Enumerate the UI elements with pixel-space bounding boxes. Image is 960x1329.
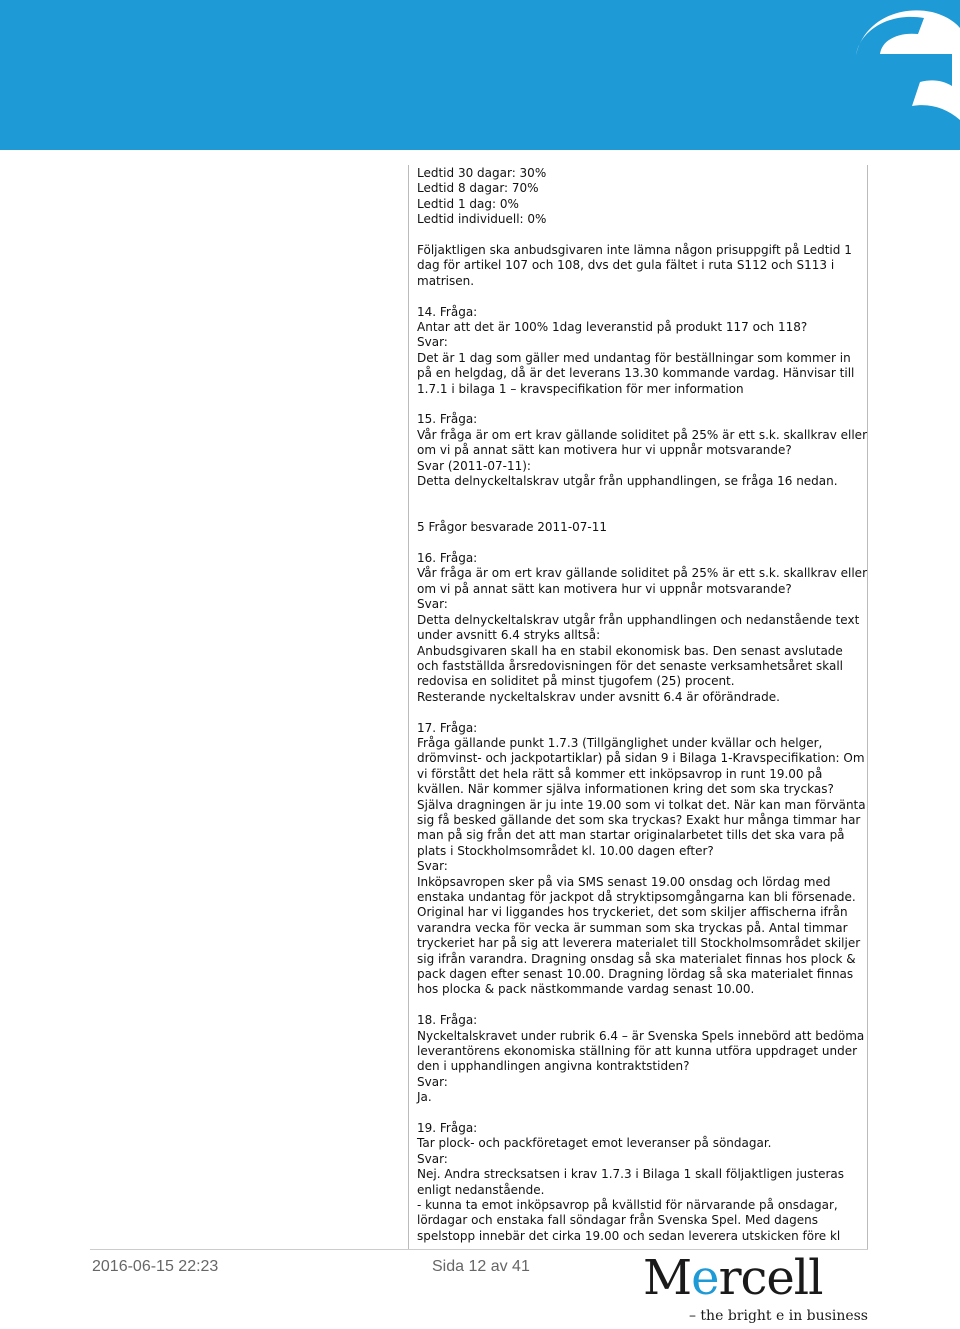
- text-line: Ledtid 30 dagar: 30%: [417, 166, 547, 180]
- text-line: Anbudsgivaren skall ha en stabil ekonomisk bas. Den senast avslutade och fastställda årsredovisningen för det senaste verksamhetsåret skall redovisa en soliditet på minst tjugofem (25) procent.: [417, 643, 843, 689]
- text-line: Resterande nyckeltalskrav under avsnitt 6.4 är oförändrade.: [417, 689, 780, 704]
- brand-e: e: [691, 1250, 719, 1306]
- text-line: Ja.: [417, 1090, 432, 1105]
- text-line: 5 Frågor besvarade 2011-07-11: [417, 520, 608, 535]
- brand-tagline: – the bright e in business: [688, 1308, 868, 1324]
- header-band: [0, 0, 960, 150]
- text-line: Ledtid individuell: 0%: [417, 212, 547, 227]
- brand-name: [643, 1252, 823, 1304]
- text-line: 18. Fråga:: [417, 1013, 478, 1028]
- text-line: Detta delnyckeltalskrav utgår från upphandlingen, se fråga 16 nedan.: [417, 474, 838, 489]
- text-line: Svar:: [417, 1151, 448, 1166]
- text-line: Svar:: [417, 335, 448, 350]
- text-line: Svar (2011-07-11):: [417, 458, 531, 473]
- blank-line: [417, 489, 867, 504]
- blank-line: [417, 397, 867, 412]
- text-line: 17. Fråga:: [417, 720, 478, 735]
- blank-line: [417, 289, 867, 304]
- footer-timestamp: 2016-06-15 22:23: [92, 1258, 219, 1275]
- text-line: Följaktligen ska anbudsgivaren inte lämna någon prisuppgift på Ledtid 1 dag för artikel 107 och 108, dvs det gula fältet i ruta S112 och S113 i matrisen.: [417, 243, 852, 288]
- text-line: Nyckeltalskravet under rubrik 6.4 – är Svenska Spels innebörd att bedöma leverantörens ekonomiska ställning för att kunna utföra uppdraget under den i upphandlingen angivna kontraktstiden?: [417, 1028, 865, 1074]
- text-line: Tar plock- och packföretaget emot leveranser på söndagar.: [417, 1136, 772, 1151]
- blank-line: [417, 705, 867, 720]
- text-line: - kunna ta emot inköpsavrop på kvällstid för närvarande på onsdagar, lördagar och enstaka fall söndagar från Svenska Spel. Med dagens spelstopp innebär det cirka 19.00 och sedan leverera utskicken före kl: [417, 1198, 841, 1243]
- table-left-border: [408, 165, 409, 1249]
- blank-line: [417, 228, 867, 243]
- text-line: Vår fråga är om ert krav gällande soliditet på 25% är ett s.k. skallkrav eller om vi på annat sätt kan motivera hur vi uppnår motsvarande?: [417, 566, 867, 596]
- blank-line: [417, 505, 867, 520]
- text-line: Inköpsavropen sker på via SMS senast 19.00 onsdag och lördag med enstaka undantag för jackpot då stryktipsomgångarna kan bli försenade. Original har vi liggandes hos tryckeriet, det som skiljer affischerna ifrån varandra vecka för vecka är summan som ska tryckas på. Antal timmar tryckeriet har på sig att leverera materialet till Stockholmsområdet skiljer sig ifrån varandra. Dragning onsdag så ska materialet finnas hos plock & pack dagen efter senast 10.00. Dragning lördag så ska materialet finnas hos plocka & pack nästkommande vardag senast 10.00.: [417, 874, 861, 997]
- text-line: 16. Fråga:: [417, 551, 478, 566]
- text-line: Svar:: [417, 597, 448, 612]
- text-line: Fråga gällande punkt 1.7.3 (Tillgänglighet under kvällar och helger, drömvinst- och jackpotartiklar) på sidan 9 i Bilaga 1-Kravspecifikation: Om vi förstått det hela rätt så kommer ett inköpsavrop in runt 19.00 på kvällen. När kommer själva informationen kring det som ska tryckas? Själva dragningen är ju inte 19.00 som vi tolkat det. När kan man förvänta sig få besked gällande det som ska tryckas? Exakt hur många timmar har man på sig från det att man startar originalarbetet tills det ska vara på plats i Stockholmsområdet kl. 10.00 dagen efter?: [417, 735, 866, 858]
- text-line: Antar att det är 100% 1dag leveranstid på produkt 117 och 118?: [417, 320, 808, 335]
- blank-line: [417, 536, 867, 551]
- text-line: Ledtid 8 dagar: 70%: [417, 181, 539, 196]
- text-line: Vår fråga är om ert krav gällande soliditet på 25% är ett s.k. skallkrav eller om vi på annat sätt kan motivera hur vi uppnår motsvarande?: [417, 427, 867, 458]
- text-line: Svar:: [417, 859, 448, 874]
- text-line: Detta delnyckeltalskrav utgår från upphandlingen och nedanstående text under avsnitt 6.4 stryks alltså:: [417, 612, 860, 643]
- text-line: Det är 1 dag som gäller med undantag för beställningar som kommer in på en helgdag, då är det leverans 13.30 kommande vardag. Hänvisar till 1.7.1 i bilaga 1 – kravspecifikation för mer information: [417, 350, 855, 396]
- blank-line: [417, 1106, 867, 1121]
- e-logo-icon: [820, 0, 960, 150]
- footer-page-number: Sida 12 av 41: [432, 1258, 530, 1275]
- table-right-border: [867, 165, 868, 1249]
- text-line: Svar:: [417, 1074, 448, 1089]
- blank-line: [417, 998, 867, 1013]
- text-line: 14. Fråga:: [417, 304, 478, 319]
- text-line: Ledtid 1 dag: 0%: [417, 196, 519, 211]
- text-line: 15. Fråga:: [417, 412, 478, 427]
- text-line: Nej. Andra strecksatsen i krav 1.7.3 i Bilaga 1 skall följaktligen justeras enligt nedanstående.: [417, 1167, 845, 1197]
- document-body: [417, 166, 867, 1244]
- brand-prefix: M: [643, 1250, 692, 1306]
- brand-suffix: rcell: [718, 1250, 823, 1306]
- text-line: 19. Fråga:: [417, 1121, 478, 1136]
- brand-logo: [643, 1252, 868, 1329]
